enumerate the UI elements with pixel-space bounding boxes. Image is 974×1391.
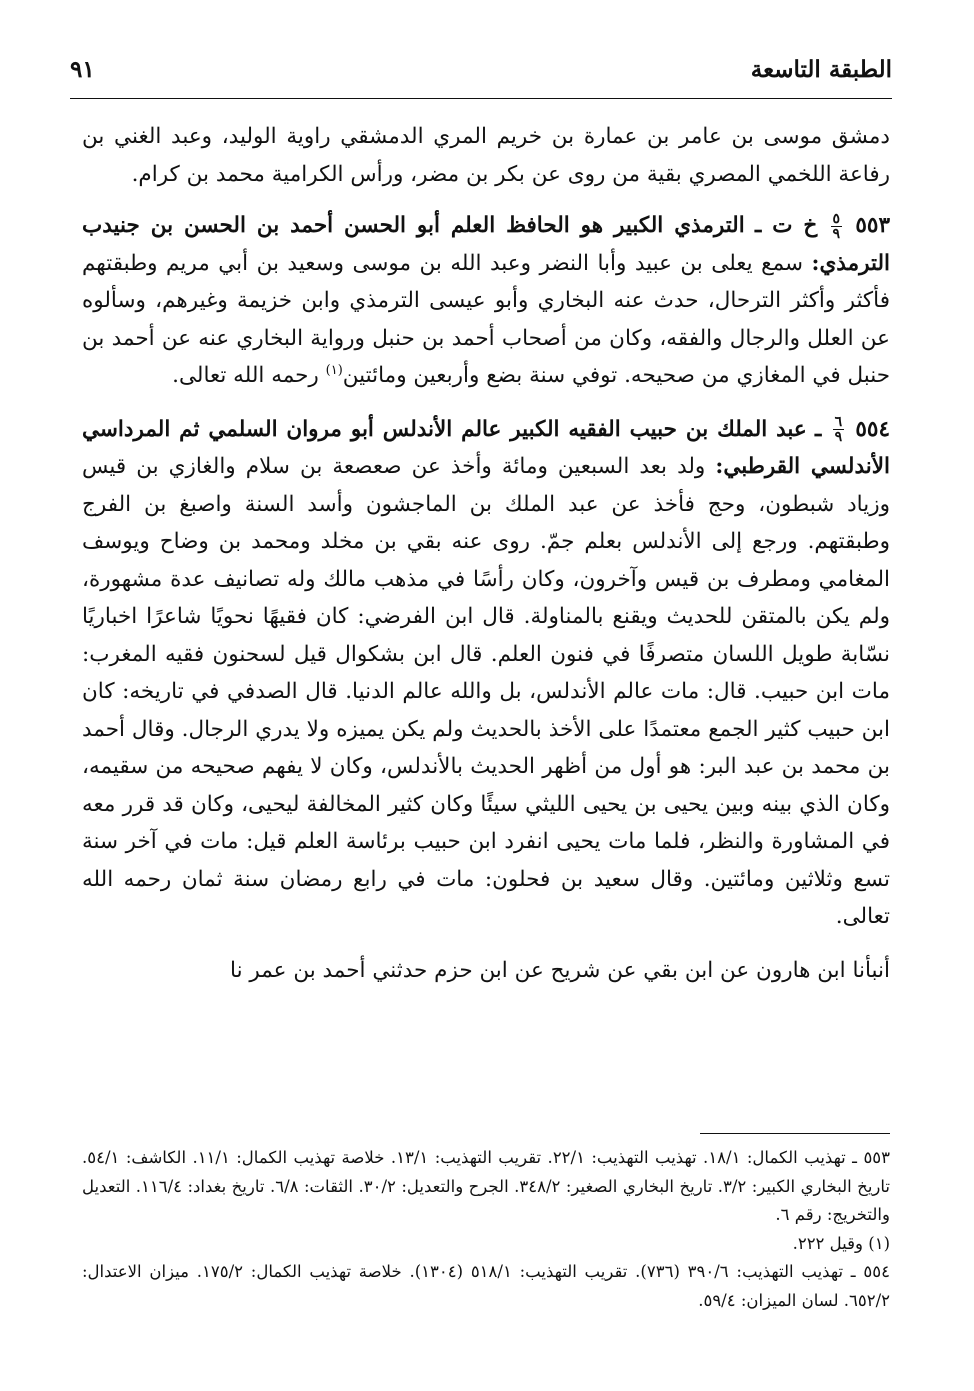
- continuation-paragraph: دمشق موسى بن عامر بن عمارة بن خريم المري الدمشقي راوية الوليد، وعبد الغني بن رفاعة اللخمي المصري بقية من روى عن بكر بن مضر، ورأس الكرامية محمد بن كرام.: [82, 124, 890, 187]
- entry-554: [82, 411, 890, 936]
- entry-heading: عبد الملك بن حبيب الفقيه الكبير عالم الأندلس أبو مروان السلمي ثم المرداسي الأندلسي القرطبي:: [82, 416, 890, 479]
- entry-text-end: رحمه الله تعالى.: [172, 363, 326, 388]
- tabaqa-fraction: [831, 212, 843, 241]
- footnote-1: (١) وقيل ٢٢٢.: [792, 1233, 890, 1253]
- entry-number: ٥٥٤: [855, 416, 891, 442]
- page-header: [70, 48, 892, 99]
- running-title: الطبقة التاسعة: [750, 56, 892, 83]
- footnote-554: ٥٥٤ ـ تهذيب التهذيب: ٣٩٠/٦ (٧٣٦). تقريب التهذيب: ٥١٨/١ (١٣٠٤). خلاصة تهذيب الكمال: ١٧٥/٢. ميزان الاعتدال: ٦٥٢/٢. لسان الميزان: ٥٩/٤.: [82, 1262, 890, 1310]
- fraction-numerator: ٥: [832, 210, 841, 227]
- entry-553: [82, 207, 890, 395]
- fraction-denominator: ٩: [832, 225, 841, 242]
- entry-text: ولد بعد السبعين ومائة وأخذ عن صعصعة بن سلام والغازي بن قيس وزياد شبطون، وحج فأخذ عن عبد الملك بن الماجشون وأسد السنة واصبغ بن الفرج وطبقتهم. ورجع إلى الأندلس بعلم جمّ. روى عنه بقي بن مخلد ومحمد بن وضاح ويوسف المغامي ومطرف بن قيس وآخرون، وكان رأسًا في مذهب مالك وله تصانيف عدة مشهورة، ولم يكن بالمتقن للحديث ويقنع بالمناولة. قال ابن الفرضي: كان فقيهًا نحويًا شاعرًا اخباريًا نسّابة طويل اللسان متصرفًا في فنون العلم. قال ابن بشكوال قيل لسحنون فقيه المغرب: مات ابن حبيب. قال: مات عالم الأندلس، بل والله عالم الدنيا. قال الصدفي في تاريخه: كان ابن حبيب كثير الجمع معتمدًا على الأخذ بالحديث ولم يكن يميزه ولا يدري الرجال. وقال أحمد بن محمد بن عبد البر: هو أول من أظهر الحديث بالأندلس، وكان لا يفهم صحيحه من سقيمه، وكان الذي بينه وبين يحيى بن يحيى الليثي سيئًا وكان كثير المخالفة ليحيى، وكان قد قرر معه في المشاورة والنظر، فلما مات يحيى انفرد ابن حبيب برئاسة العلم قيل: مات في آخر سنة تسع وثلاثين ومائتين. وقال سعيد بن فحلون: مات في رابع رمضان سنة ثمان رحمه الله تعالى.: [82, 454, 890, 929]
- footnote-553: ٥٥٣ ـ تهذيب الكمال: ١٨/١. تهذيب التهذيب: ٢٢/١. تقريب التهذيب: ١٣/١. خلاصة تهذيب الكمال: ١١/١. الكاشف: ٥٤/١. تاريخ البخاري الكبير: ٣/٢. تاريخ البخاري الصغير: ٣٤٨/٢. الجرح والتعديل: ٣٠/٢. الثقات: ٦/٨. تاريخ بغداد: ١١٦/٤. التعديل والتخريج: رقم ٦.: [82, 1148, 891, 1224]
- entry-heading: الترمذي الكبير هو الحافظ العلم أبو الحسن أحمد بن الحسن بن جنيدب الترمذي:: [82, 213, 890, 276]
- page-number: ٩١: [70, 56, 95, 83]
- fraction-denominator: ٩: [834, 429, 843, 445]
- tabaqa-fraction: [833, 415, 845, 444]
- footnote-reference: (١): [325, 362, 343, 378]
- fraction-numerator: ٦: [834, 414, 843, 430]
- entry-symbols: خ ت ـ: [755, 213, 818, 238]
- footnote-separator: [700, 1133, 890, 1134]
- closing-line: أنبأنا ابن هارون عن ابن بقي عن شريح عن ابن حزم حدثني أحمد بن عمر نا: [230, 957, 890, 983]
- entry-number: ٥٥٣: [855, 213, 891, 238]
- main-text: [82, 118, 890, 1005]
- entry-text: سمع يعلى بن عبيد وأبا النضر وعبد الله بن موسى وسعيد بن أبي مريم وطبقتهم فأكثر وأكثر الترحال، حدث عنه البخاري وأبو عيسى الترمذي وابن خزيمة وغيرهم، وسألوه عن العلل والرجال والفقه، وكان من أصحاب أحمد بن حنبل ورواية البخاري عنه عن أحمد بن حنبل في المغازي من صحيحه. توفي سنة بضع وأربعين ومائتين: [82, 250, 890, 388]
- entry-symbols: ـ: [815, 416, 822, 442]
- footnotes: [82, 1144, 890, 1315]
